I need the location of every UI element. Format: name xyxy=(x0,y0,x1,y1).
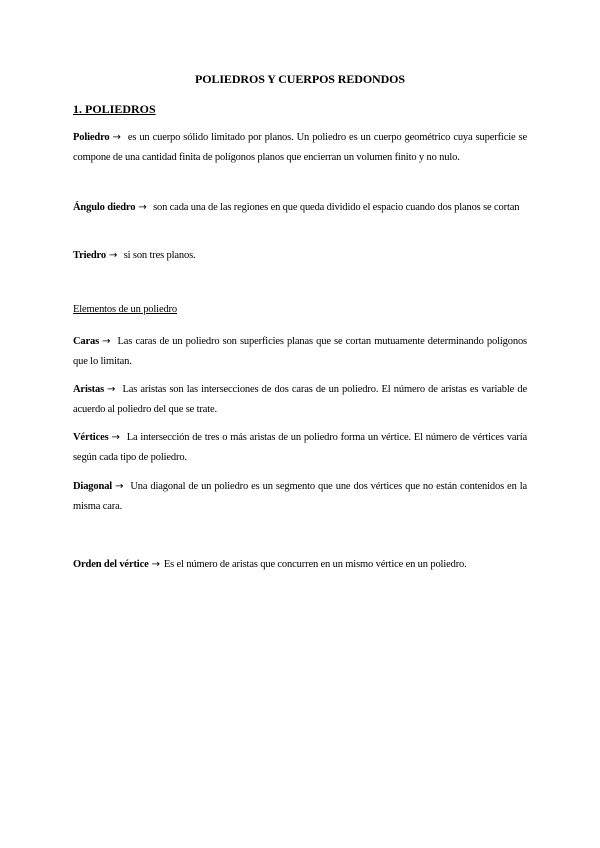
arrow-icon: → xyxy=(115,481,124,492)
element-term: Diagonal xyxy=(73,481,113,492)
element-text: La intersección de tres o más aristas de un poliedro forma un vértice. El número de vértices varía según cada tipo de poliedro. xyxy=(73,432,527,463)
definition-text: es un cuerpo sólido limitado por planos. Un poliedro es un cuerpo geométrico cuya superficie se compone de una cantidad finita de polígonos planos que encierran un volumen finito y no nulo. xyxy=(73,132,527,163)
element-term: Vértices xyxy=(73,432,109,443)
element-caras xyxy=(73,332,527,372)
definition-poliedro xyxy=(73,128,527,168)
element-vertices xyxy=(73,428,527,468)
document-title: POLIEDROS Y CUERPOS REDONDOS xyxy=(194,72,405,86)
arrow-icon: → xyxy=(102,336,111,347)
definition-orden-del-vertice xyxy=(73,555,527,575)
arrow-icon: → xyxy=(138,202,147,213)
definition-text: si son tres planos. xyxy=(123,250,196,261)
element-term: Caras xyxy=(73,336,100,347)
definition-term: Ángulo diedro xyxy=(73,202,136,213)
definition-triedro xyxy=(73,246,527,266)
definition-term: Poliedro xyxy=(73,132,110,143)
arrow-icon: → xyxy=(112,132,121,143)
element-text: Las aristas son las intersecciones de dos caras de un poliedro. El número de aristas es variable de acuerdo al poliedro del que se trate. xyxy=(73,384,527,415)
definition-term: Triedro xyxy=(73,250,106,261)
definition-angulo-diedro xyxy=(73,198,527,218)
element-text: Una diagonal de un poliedro es un segmento que une dos vértices que no están contenidos en la misma cara. xyxy=(73,481,527,512)
elements-heading: Elementos de un poliedro xyxy=(73,304,177,315)
definition-term: Orden del vértice xyxy=(73,559,149,570)
arrow-icon: → xyxy=(151,559,160,570)
element-text: Las caras de un poliedro son superficies planas que se cortan mutuamente determinando polígonos que lo limitan. xyxy=(73,336,527,367)
definition-text: son cada una de las regiones en que queda dividido el espacio cuando dos planos se cortan xyxy=(153,202,520,213)
definition-text: Es el número de aristas que concurren en un mismo vértice en un poliedro. xyxy=(163,559,467,570)
element-aristas xyxy=(73,380,527,420)
arrow-icon: → xyxy=(107,384,116,395)
element-term: Aristas xyxy=(73,384,105,395)
arrow-icon: → xyxy=(111,432,120,443)
section-heading-poliedros: 1. POLIEDROS xyxy=(73,102,156,116)
element-diagonal xyxy=(73,477,527,517)
arrow-icon: → xyxy=(108,250,118,261)
